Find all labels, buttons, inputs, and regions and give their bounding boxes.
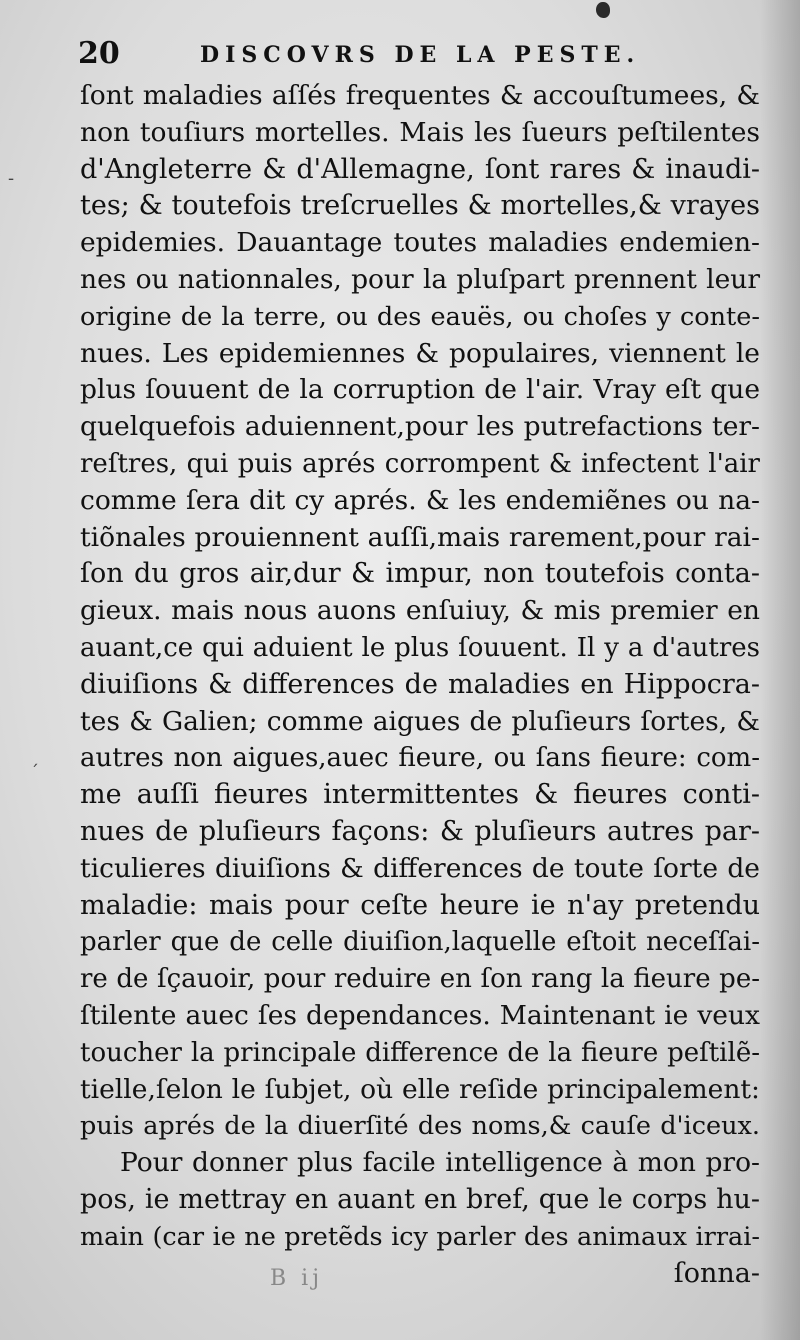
ink-blot xyxy=(596,2,610,18)
page-edge-shadow xyxy=(760,0,800,1340)
running-header xyxy=(78,36,678,76)
signature-mark: B ij xyxy=(270,1266,324,1291)
text-line: tielle,ſelon le ſubjet, où elle reſide principalement: xyxy=(80,1073,760,1105)
text-line: me auſſi fieures intermittentes & fieures conti- xyxy=(80,779,760,811)
text-line: ſtilente auec ſes dependances. Maintenant ie veux xyxy=(80,999,760,1031)
text-line: parler que de celle diuiſion,laquelle eſtoit neceſſai- xyxy=(80,927,760,958)
text-line: main (car ie ne pretẽds icy parler des animaux irrai- xyxy=(80,1221,760,1252)
text-line: d'Angleterre & d'Allemagne, ſont rares & inaudi- xyxy=(80,153,760,185)
text-line: ticulieres diuiſions & differences de toute ſorte de xyxy=(80,852,760,884)
page-number: 20 xyxy=(78,36,120,71)
catchword: ſonna- xyxy=(673,1257,760,1289)
text-line: epidemies. Dauantage toutes maladies endemien- xyxy=(80,227,760,259)
text-line: ſon du gros air,dur & impur, non toutefois conta- xyxy=(80,558,760,590)
text-line: re de ſçauoir, pour reduire en ſon rang la fieure pe- xyxy=(80,964,760,995)
text-line: nes ou nationnales, pour la pluſpart prennent leur xyxy=(80,263,760,295)
text-line: tes; & toutefois treſcruelles & mortelles,& vrayes xyxy=(80,190,760,222)
text-line: comme ſera dit cy aprés. & les endemiẽnes ou na- xyxy=(80,484,760,516)
margin-mark: - xyxy=(8,168,15,189)
text-line: puis aprés de la diuerſité des noms,& cauſe d'iceux. xyxy=(80,1111,760,1142)
text-line: non touſiurs mortelles. Mais les ſueurs peſtilentes xyxy=(80,116,760,148)
text-line: nues de pluſieurs façons: & pluſieurs autres par- xyxy=(80,815,760,847)
text-line: toucher la principale difference de la fieure peſtilẽ- xyxy=(80,1037,760,1068)
text-line: ſont maladies aſſés frequentes & accouſtumees, & xyxy=(80,80,760,111)
text-line-paragraph-start: Pour donner plus facile intelligence à mon pro- xyxy=(120,1147,760,1179)
text-line: nues. Les epidemiennes & populaires, viennent le xyxy=(80,337,760,369)
text-line: auant,ce qui aduient le plus ſouuent. Il y a d'autres xyxy=(80,632,760,663)
text-line: gieux. mais nous auons enſuiuy, & mis premier en xyxy=(80,595,760,627)
text-line: quelquefois aduiennent,pour les putrefactions ter- xyxy=(80,411,760,443)
body-text xyxy=(80,78,760,1292)
text-line: reſtres, qui puis aprés corrompent & infectent l'air xyxy=(80,448,760,479)
text-line: tes & Galien; comme aigues de pluſieurs ſortes, & xyxy=(80,705,760,737)
text-line: pos, ie mettray en auant en bref, que le corps hu- xyxy=(80,1183,760,1215)
margin-mark: ˊ xyxy=(30,762,39,783)
text-line: diuiſions & differences de maladies en Hippocra- xyxy=(80,668,760,700)
text-line: autres non aigues,auec fieure, ou ſans fieure: com- xyxy=(80,743,760,774)
text-line: maladie: mais pour ceſte heure ie n'ay pretendu xyxy=(80,889,760,921)
text-line: origine de la terre, ou des eauës, ou choſes y conte- xyxy=(80,301,760,332)
text-line: tiõnales prouiennent auſſi,mais rarement,pour rai- xyxy=(80,521,760,553)
running-title: DISCOVRS DE LA PESTE. xyxy=(200,42,641,68)
text-line: plus ſouuent de la corruption de l'air. Vray eſt que xyxy=(80,374,760,406)
